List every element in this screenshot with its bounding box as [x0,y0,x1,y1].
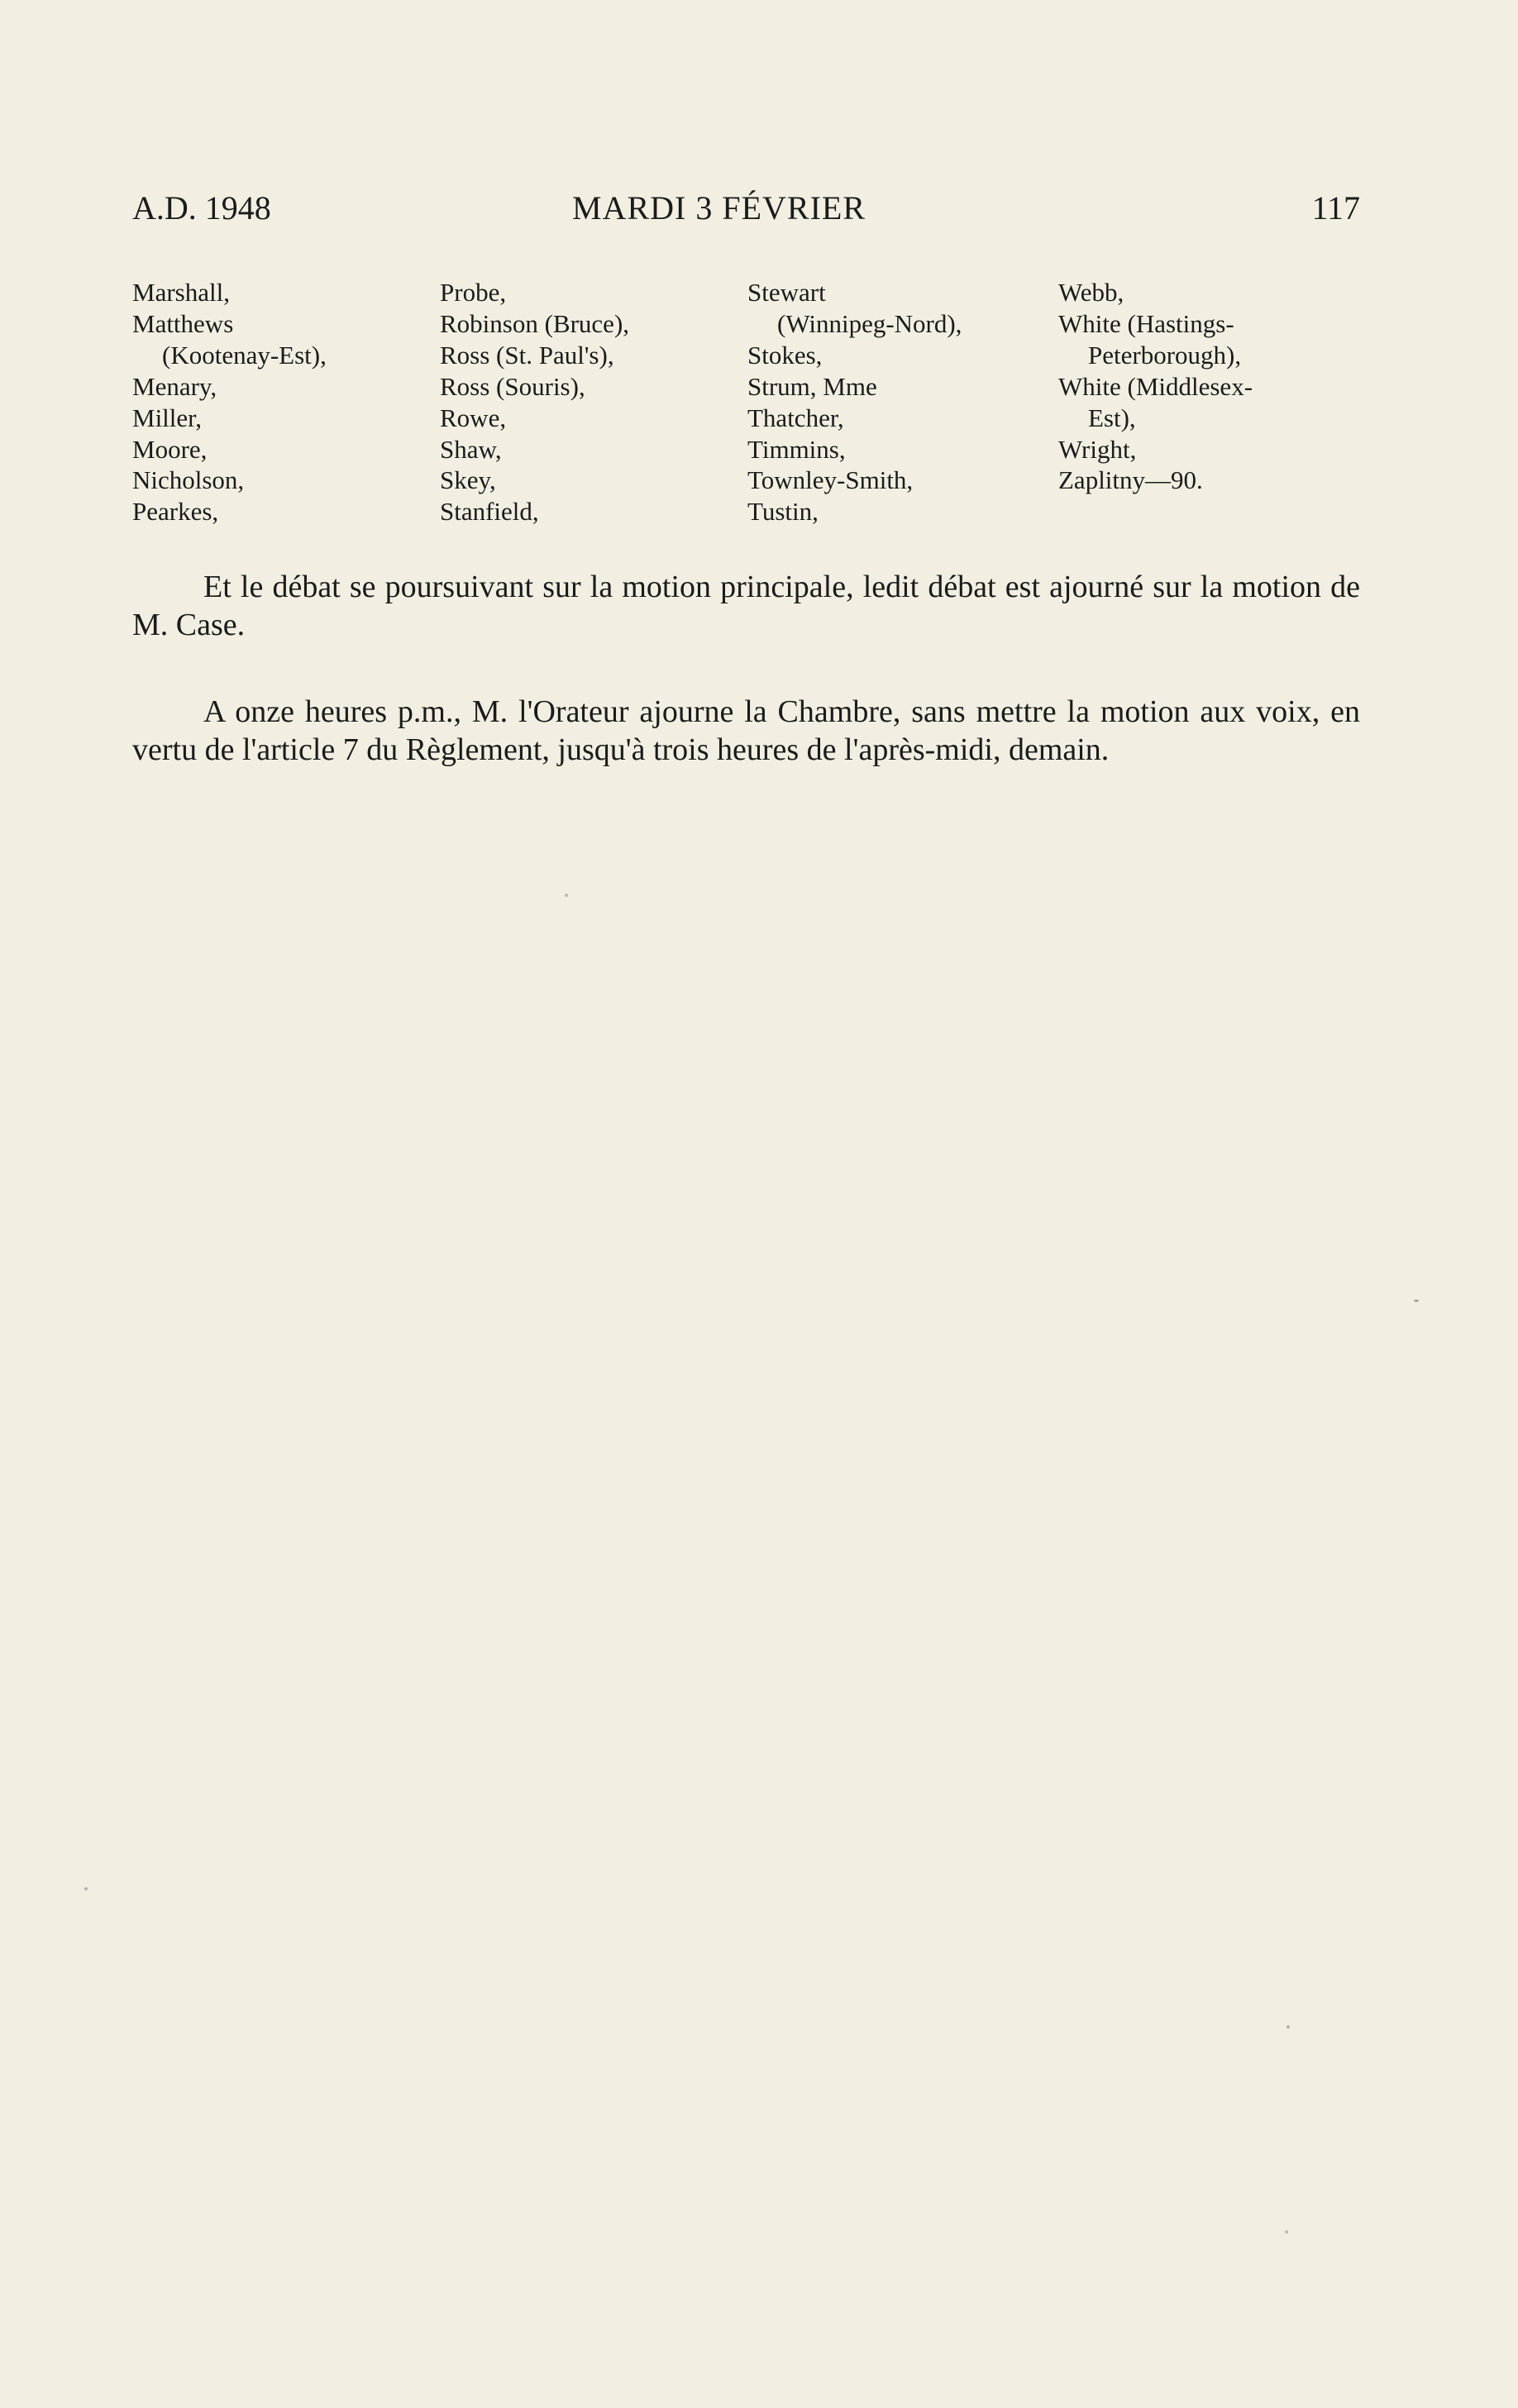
name-entry: Rowe, [440,403,507,432]
name-entry: Ross (Souris), [440,371,585,401]
name-entry: White (Hastings- Peterborough), [1058,308,1242,370]
scan-speck [84,1887,88,1891]
header-year: A.D. 1948 [132,189,271,226]
name-entry: White (Middlesex- Est), [1058,371,1253,432]
running-header [132,184,1360,233]
name-entry: Moore, [132,434,208,464]
name-entry: Tustin, [747,497,819,527]
name-entry: Skey, [440,465,496,495]
house-adjourned-paragraph: A onze heures p.m., M. l'Orateur ajourne la Chambre, sans mettre la motion aux voix, en vertu de l'article 7 du Règlement, jusqu'à trois heures de l'après-midi, demain. [132,694,1360,767]
name-entry: Webb, [1058,278,1124,307]
name-entry: Thatcher, [747,403,844,432]
scan-speck [1414,1299,1419,1302]
name-entry: Stewart (Winnipeg-Nord), [747,278,962,338]
scan-speck [1285,2230,1288,2234]
name-entry: Timmins, [747,434,846,464]
scan-speck [1286,2025,1290,2029]
name-entry: Probe, [440,278,507,307]
scan-speck [565,894,568,897]
name-entry: Stanfield, [440,497,539,527]
name-entry: Shaw, [440,434,502,464]
name-entry: Marshall, [132,278,230,307]
name-column-2 [440,277,746,527]
name-entry: Pearkes, [132,497,219,527]
name-entry: Strum, Mme [747,371,877,401]
name-entry: Nicholson, [132,465,245,495]
page-number: 117 [1311,189,1360,226]
header-date: MARDI 3 FÉVRIER [572,189,866,226]
name-column-1 [132,277,438,527]
name-entry: Zaplitny—90. [1058,465,1203,495]
name-entry: Ross (St. Paul's), [440,340,614,370]
name-entry: Stokes, [747,340,823,370]
name-entry: Matthews (Kootenay-Est), [132,308,327,370]
name-entry: Menary, [132,371,217,401]
name-column-4 [1058,277,1364,496]
name-column-3 [747,277,1053,527]
name-entry: Miller, [132,403,202,432]
name-entry: Robinson (Bruce), [440,308,630,338]
name-entry: Townley-Smith, [747,465,914,495]
debate-adjourned-paragraph: Et le débat se poursuivant sur la motion principale, ledit débat est ajourné sur la motion de M. Case. [132,570,1360,642]
name-entry: Wright, [1058,434,1137,464]
vote-name-list [132,277,1372,541]
